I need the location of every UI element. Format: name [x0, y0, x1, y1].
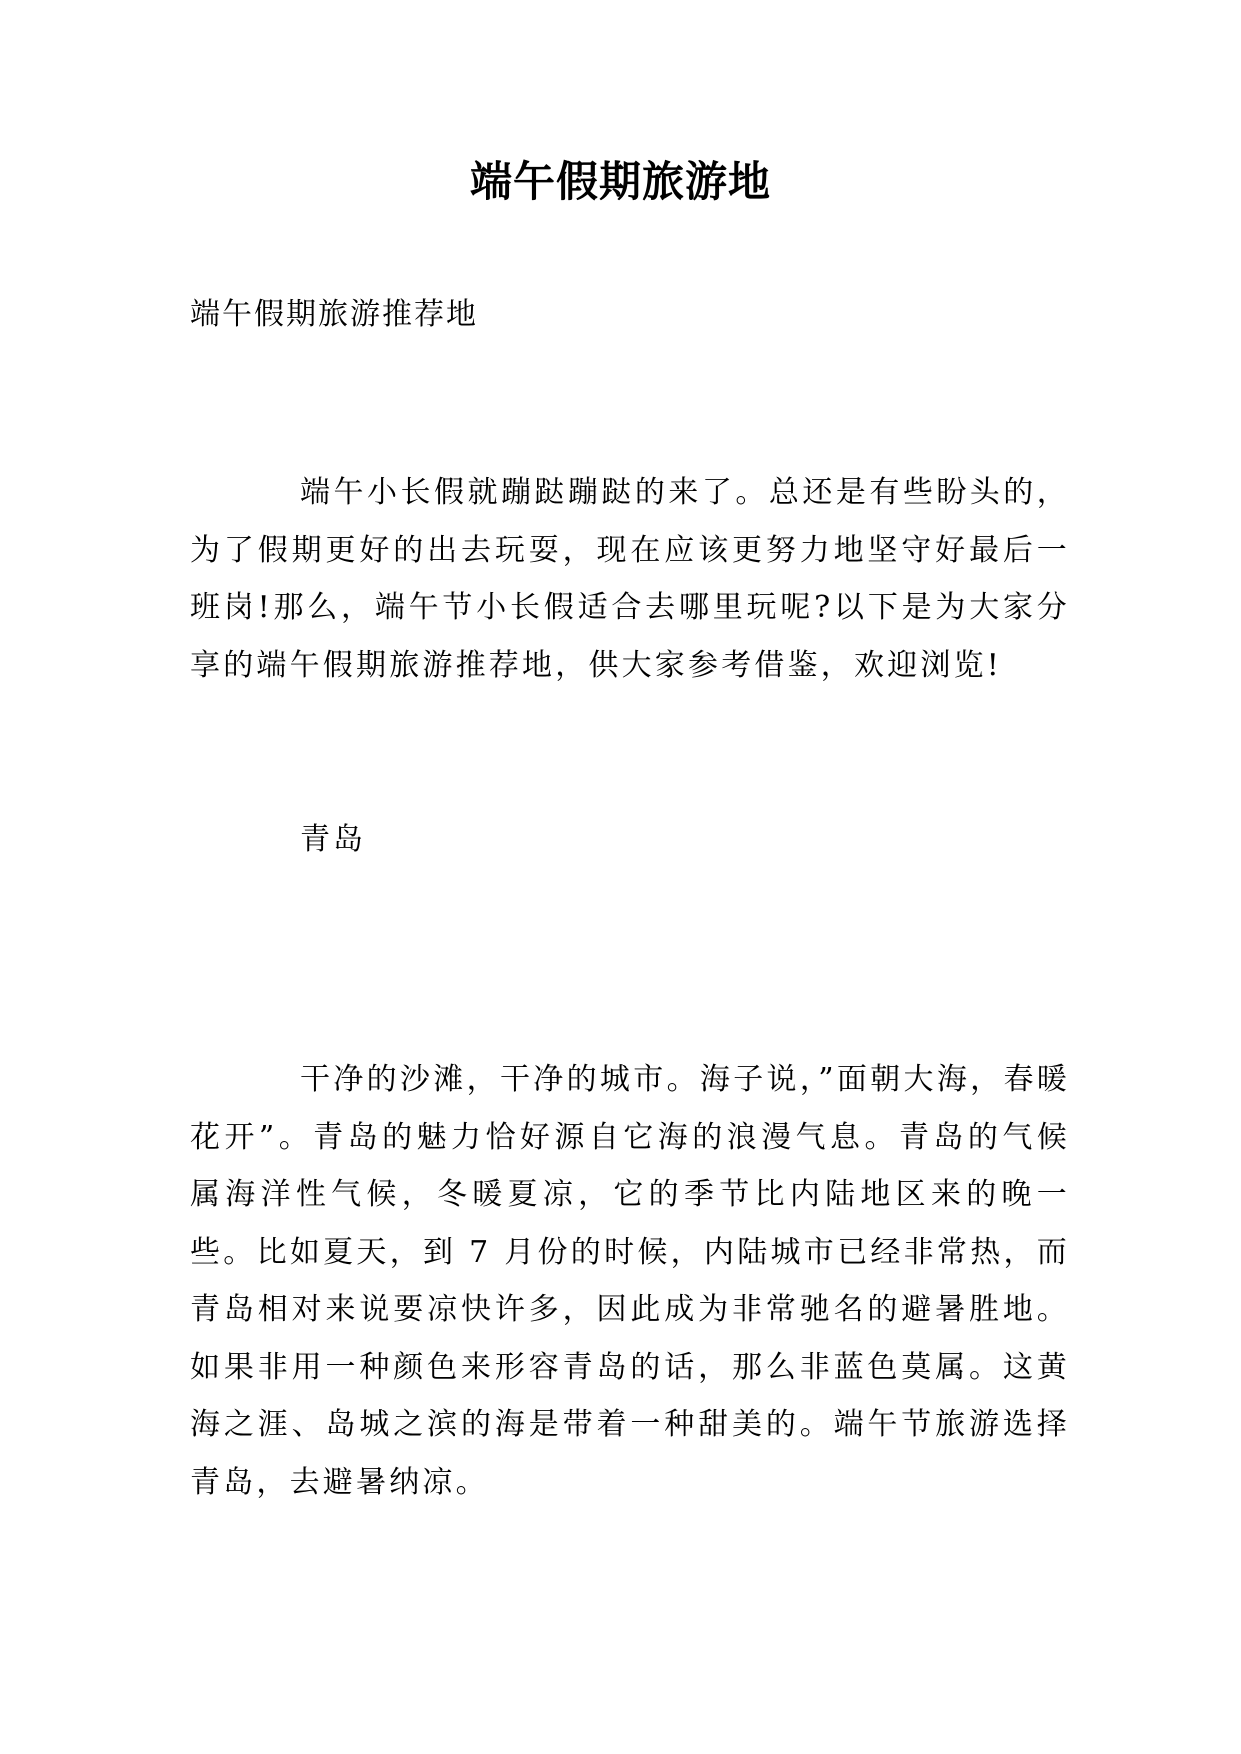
document-subtitle: 端午假期旅游推荐地 [190, 297, 478, 332]
section-paragraph-qingdao: 干净的沙滩，干净的城市。海子说，”面朝大海，春暖花开”。青岛的魅力恰好源自它海的浪漫气息。青岛的气候属海洋性气候，冬暖夏凉，它的季节比内陆地区来的晚一些。比如夏天，到 7 月份的时候，内陆城市已经非常热，而青岛相对来说要凉快许多，因此成为非常驰名的避暑胜地。如果非用一种颜色来形容青岛的话，那么非蓝色莫属。这黄海之涯、岛城之滨的海是带着一种甜美的。端午节旅游选择青岛，去避暑纳凉。 [190, 1062, 1070, 1500]
intro-paragraph: 端午小长假就蹦跶蹦跶的来了。总还是有些盼头的，为了假期更好的出去玩耍，现在应该更努力地坚守好最后一班岗!那么，端午节小长假适合去哪里玩呢?以下是为大家分享的端午假期旅游推荐地，供大家参考借鉴，欢迎浏览! [190, 475, 1070, 683]
document-title: 端午假期旅游地 [469, 157, 771, 206]
section-heading-qingdao: 青岛 [300, 822, 366, 857]
